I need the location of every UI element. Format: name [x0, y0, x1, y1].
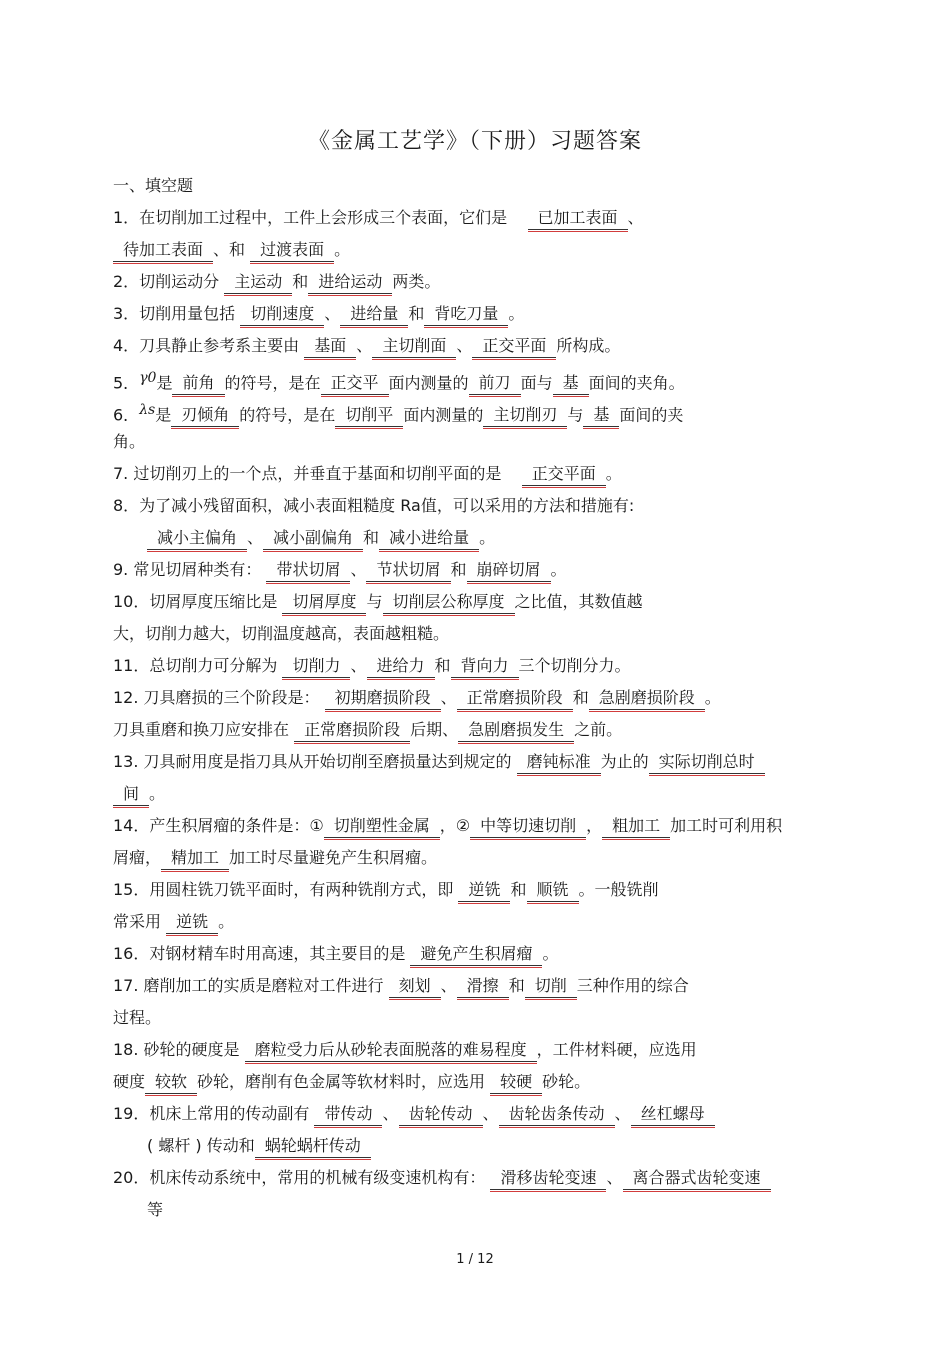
answer-blank: 滑移齿轮变速	[490, 1167, 606, 1190]
answer-blank: 避免产生积屑瘤	[410, 943, 542, 966]
answer-blank: 丝杠螺母	[631, 1103, 715, 1126]
answer-blank: 主运动	[224, 271, 292, 294]
question-12: 12. 刀具磨损的三个阶段是： 初期磨损阶段 、 正常磨损阶段 和 急剧磨损阶段 。	[113, 682, 838, 714]
question-2: 2．切削运动分 主运动 和 进给运动 两类。	[113, 266, 838, 298]
question-1: 1．在切削加工过程中，工件上会形成三个表面，它们是 已加工表面 、	[113, 202, 838, 234]
question-11: 11．总切削力可分解为 切削力 、 进给力 和 背向力 三个切削分力。	[113, 650, 838, 682]
answer-blank: 急剧磨损阶段	[589, 687, 705, 710]
answer-blank: 切削层公称厚度	[383, 591, 515, 614]
answer-blank: 主切削面	[372, 335, 456, 358]
answer-blank: 粗加工	[602, 815, 670, 838]
answer-blank: 进给运动	[308, 271, 392, 294]
question-6: 6．λs是 刃倾角 的符号，是在 切削平 面内测量的 主切削刃 与 基 面间的夹	[113, 394, 838, 426]
answer-blank: 带传动	[314, 1103, 382, 1126]
answer-blank: 切削	[525, 975, 577, 998]
answer-blank: 正常磨损阶段	[294, 719, 410, 742]
answer-blank: 基	[553, 372, 589, 395]
answer-blank: 已加工表面	[528, 207, 628, 230]
page-title: 《金属工艺学》（下册）习题答案	[307, 129, 642, 154]
answer-blank: 待加工表面	[113, 239, 213, 262]
lambda-symbol: λs	[139, 402, 156, 418]
question-list	[113, 170, 838, 1226]
answer-blank: 精加工	[161, 847, 229, 870]
question-20: 20．机床传动系统中，常用的机械有级变速机构有： 滑移齿轮变速 、 离合器式齿轮变速	[113, 1162, 838, 1194]
answer-blank: 磨粒受力后从砂轮表面脱落的难易程度	[245, 1039, 537, 1062]
question-17-cont: 过程。	[113, 1008, 162, 1027]
question-14: 14．产生积屑瘤的条件是：① 切削塑性金属 ，② 中等切速切削 ， 粗加工 加工时可利用积	[113, 810, 838, 842]
answer-blank: 正常磨损阶段	[457, 687, 573, 710]
answer-blank: 正交平面	[472, 335, 556, 358]
answer-blank: 前刀	[469, 372, 521, 395]
answer-blank: 急剧磨损发生	[458, 719, 574, 742]
answer-blank: 离合器式齿轮变速	[623, 1167, 771, 1190]
question-10-cont: 大，切削力越大，切削温度越高，表面越粗糙。	[113, 624, 450, 643]
answer-blank: 初期磨损阶段	[325, 687, 441, 710]
answer-blank: 减小主偏角	[147, 527, 247, 550]
question-5: 5．γ0是 前角 的符号，是在 正交平 面内测量的 前刀 面与 基 面间的夹角。	[113, 362, 838, 394]
question-4: 4．刀具静止参考系主要由 基面 、 主切削面 、 正交平面 所构成。	[113, 330, 838, 362]
answer-blank: 蜗轮蜗杆传动	[255, 1135, 371, 1158]
question-14-cont: 屑瘤， 精加工 加工时尽量避免产生积屑瘤。	[113, 842, 838, 874]
answer-blank: 减小副偏角	[263, 527, 363, 550]
answer-blank: 主切削刃	[483, 404, 567, 427]
answer-blank: 齿轮齿条传动	[499, 1103, 615, 1126]
answer-blank: 逆铣	[458, 879, 510, 902]
answer-blank: 正交平面	[522, 463, 606, 486]
question-20-cont: 等	[147, 1200, 164, 1219]
question-1-cont: 待加工表面 、和 过渡表面 。	[113, 234, 838, 266]
answer-blank: 基面	[304, 335, 356, 358]
question-6-cont: 角。	[113, 432, 146, 451]
section-heading: 一、填空题	[113, 176, 194, 195]
answer-blank: 切削平	[335, 404, 403, 427]
answer-blank: 刻划	[389, 975, 441, 998]
question-18: 18. 砂轮的硬度是 磨粒受力后从砂轮表面脱落的难易程度 ，工件材料硬，应选用	[113, 1034, 838, 1066]
answer-blank: 切削速度	[240, 303, 324, 326]
answer-blank: 切削力	[282, 655, 350, 678]
answer-blank: 前角	[172, 372, 224, 395]
question-15-cont: 常采用 逆铣 。	[113, 906, 838, 938]
answer-blank: 顺铣	[527, 879, 579, 902]
answer-blank: 切削塑性金属	[324, 815, 440, 838]
answer-blank: 节状切屑	[366, 559, 450, 582]
answer-blank: 逆铣	[166, 911, 218, 934]
page-number: 1 / 12	[456, 1252, 494, 1267]
answer-blank: 进给量	[340, 303, 408, 326]
answer-blank: 背吃刀量	[424, 303, 508, 326]
question-7: 7. 过切削刃上的一个点，并垂直于基面和切削平面的是 正交平面 。	[113, 458, 838, 490]
answer-blank: 刃倾角	[171, 404, 239, 427]
question-15: 15．用圆柱铣刀铣平面时，有两种铣削方式，即 逆铣 和 顺铣 。一般铣削	[113, 874, 838, 906]
answer-blank: 崩碎切屑	[467, 559, 551, 582]
answer-blank: 实际切削总时	[649, 751, 765, 774]
question-12-cont: 刀具重磨和换刀应安排在 正常磨损阶段 后期、 急剧磨损发生 之前。	[113, 714, 838, 746]
answer-blank: 较软	[145, 1071, 197, 1094]
gamma-symbol: γ0	[139, 370, 157, 386]
question-8-cont: 减小主偏角 、 减小副偏角 和 减小进给量 。	[113, 522, 838, 554]
question-17: 17. 磨削加工的实质是磨粒对工件进行 刻划 、 滑擦 和 切削 三种作用的综合	[113, 970, 838, 1002]
question-13: 13. 刀具耐用度是指刀具从开始切削至磨损量达到规定的 磨钝标准 为止的 实际切削总时	[113, 746, 838, 778]
answer-blank: 磨钝标准	[517, 751, 601, 774]
question-16: 16．对钢材精车时用高速，其主要目的是 避免产生积屑瘤 。	[113, 938, 838, 970]
answer-blank: 过渡表面	[250, 239, 334, 262]
answer-blank: 滑擦	[457, 975, 509, 998]
answer-blank: 进给力	[367, 655, 435, 678]
question-18-cont: 硬度 较软 砂轮，磨削有色金属等软材料时，应选用 较硬 砂轮。	[113, 1066, 838, 1098]
answer-blank: 齿轮传动	[399, 1103, 483, 1126]
answer-blank: 正交平	[321, 372, 389, 395]
answer-blank: 带状切屑	[266, 559, 350, 582]
answer-blank: 背向力	[451, 655, 519, 678]
answer-blank: 间	[113, 783, 149, 806]
question-3: 3．切削用量包括 切削速度 、 进给量 和 背吃刀量 。	[113, 298, 838, 330]
question-9: 9. 常见切屑种类有： 带状切屑 、 节状切屑 和 崩碎切屑 。	[113, 554, 838, 586]
answer-blank: 减小进给量	[379, 527, 479, 550]
question-19-cont: ( 螺杆 ) 传动和 蜗轮蜗杆传动	[113, 1130, 838, 1162]
question-13-cont: 间 。	[113, 778, 838, 810]
question-19: 19．机床上常用的传动副有 带传动 、 齿轮传动 、 齿轮齿条传动 、 丝杠螺母	[113, 1098, 838, 1130]
question-8: 8．为了减小残留面积，减小表面粗糙度 Ra值，可以采用的方法和措施有:	[113, 496, 635, 515]
question-10: 10．切屑厚度压缩比是 切屑厚度 与 切削层公称厚度 之比值，其数值越	[113, 586, 838, 618]
answer-blank: 基	[583, 404, 619, 427]
answer-blank: 中等切速切削	[470, 815, 586, 838]
answer-blank: 较硬	[490, 1071, 542, 1094]
answer-blank: 切屑厚度	[282, 591, 366, 614]
